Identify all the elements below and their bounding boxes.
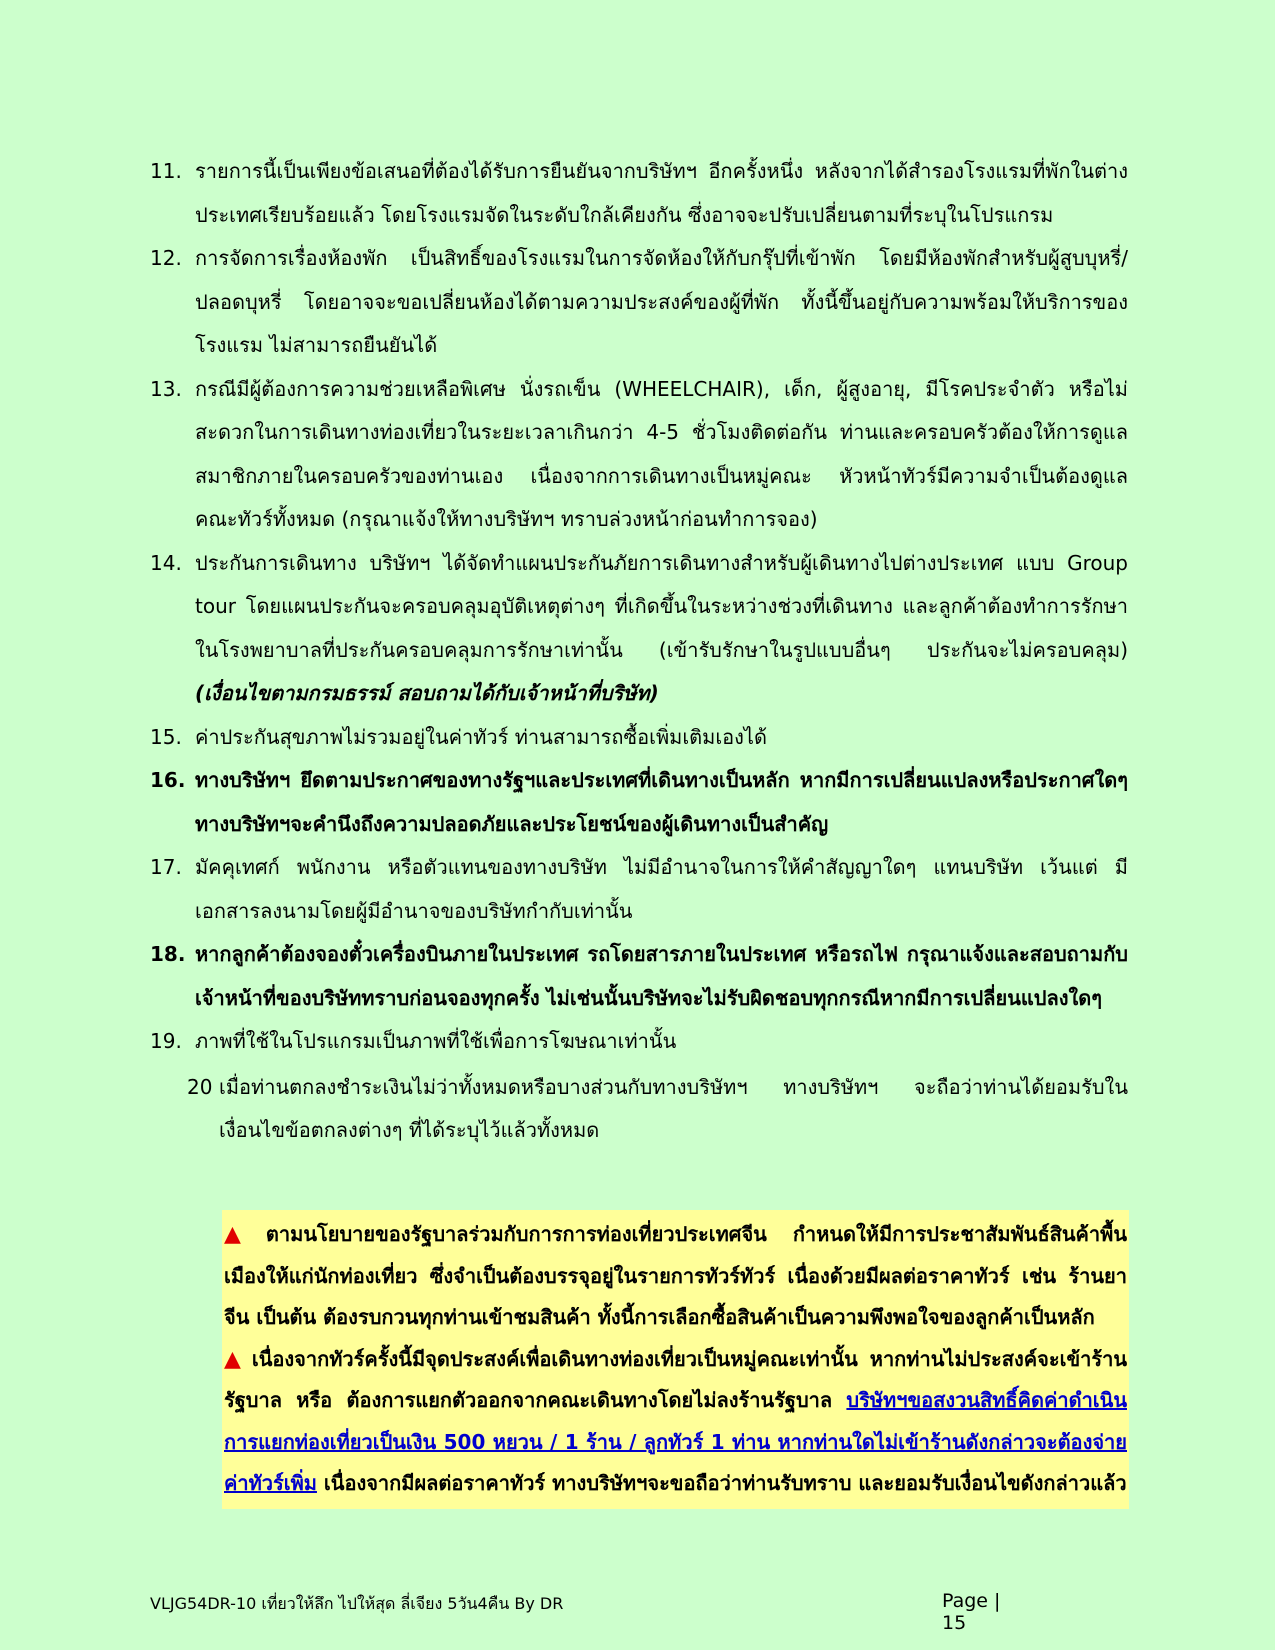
item-text: มัคคุเทศก์ พนักงาน หรือตัวแทนของทางบริษัท ไม่มีอำนาจในการให้คำสัญญาใดๆ แทนบริษัท เว้นแต่ มีเอกสารลงนามโดยผู้มีอำนาจของบริษัทกำกับเท่านั้น [195, 855, 1128, 923]
list-item [150, 933, 1128, 1020]
item-text: กรณีมีผู้ต้องการความช่วยเหลือพิเศษ นั่งรถเข็น (WHEELCHAIR), เด็ก, ผู้สูงอายุ, มีโรคประจำตัว หรือไม่สะดวกในการเดินทางท่องเที่ยวในระยะเวลาเกินกว่า 4-5 ชั่วโมงติดต่อกัน ท่านและครอบครัวต้องให้การดูแลสมาชิกภายในครอบครัวของท่านเอง เนื่องจากการเดินทางเป็นหมู่คณะ หัวหน้าทัวร์มีความจำเป็นต้องดูแลคณะทัวร์ทั้งหมด (กรุณาแจ้งให้ทางบริษัทฯ ทราบล่วงหน้าก่อนทำการจอง) [195, 376, 1128, 531]
warning-triangle-icon: ▲ [224, 1346, 246, 1372]
item-text: การจัดการเรื่องห้องพัก เป็นสิทธิ์ของโรงแรมในการจัดห้องให้กับกรุ๊ปที่เข้าพัก โดยมีห้องพักสำหรับผู้สูบบุหรี่/ปลอดบุหรี่ โดยอาจจะขอเปลี่ยนห้องได้ตามความประสงค์ของผู้ที่พัก ทั้งนี้ขึ้นอยู่กับความพร้อมให้บริการของโรงแรม ไม่สามารถยืนยันได้ [195, 246, 1128, 357]
list-item [150, 759, 1128, 846]
notice-paragraph-1 [224, 1214, 1127, 1339]
footer-program-code: VLJG54DR-10 เที่ยวให้ลึก ไปให้สุด ลี่เจียง 5วัน4คืน By DR [150, 1594, 564, 1613]
list-item [150, 1066, 1128, 1153]
item-number: 20 [187, 1074, 213, 1099]
notice-text: เนื่องจากมีผลต่อราคาทัวร์ ทางบริษัทฯจะขอถือว่าท่านรับทราบ และยอมรับเงื่อนไขดังกล่าวแล้ว [316, 1471, 1127, 1495]
list-item [150, 716, 1128, 760]
list-item [150, 846, 1128, 933]
item-text: ประกันการเดินทาง บริษัทฯ ได้จัดทำแผนประกันภัยการเดินทางสำหรับผู้เดินทางไปต่างประเทศ แบบ Group tour โดยแผนประกันจะครอบคลุมอุบัติเหตุต่างๆ ที่เกิดขึ้นในระหว่างช่วงที่เดินทาง และลูกค้าต้องทำการรักษาในโรงพยาบาลที่ประกันครอบคลุมการรักษาเท่านั้น (เข้ารับรักษาในรูปแบบอื่นๆ ประกันจะไม่ครอบคลุม) [195, 550, 1128, 662]
item-text: หากลูกค้าต้องจองตั๋วเครื่องบินภายในประเทศ รถโดยสารภายในประเทศ หรือรถไฟ กรุณาแจ้งและสอบถามกับเจ้าหน้าที่ของบริษัททราบก่อนจองทุกครั้ง ไม่เช่นนั้นบริษัทจะไม่รับผิดชอบทุกกรณีหากมีการเปลี่ยนแปลงใดๆ [195, 942, 1128, 1010]
item-text: เมื่อท่านตกลงชำระเงินไม่ว่าทั้งหมดหรือบางส่วนกับทางบริษัทฯ ทางบริษัทฯ จะถือว่าท่านได้ยอมรับในเงื่อนไขข้อตกลงต่างๆ ที่ได้ระบุไว้แล้วทั้งหมด [219, 1074, 1128, 1142]
list-item [150, 150, 1128, 237]
notice-text: เนื่องจากทัวร์ครั้งนี้มีจุดประสงค์เพื่อเดินทางท่องเที่ยวเป็นหมู่คณะเท่านั้น หากท่านไม่ประสงค์จะเข้าร้านรัฐบาล หรือ ต้องการแยกตัวออกจากคณะเดินทางโดยไม่ลงร้านรัฐบาล [224, 1346, 1127, 1412]
shopping-notice-box [222, 1210, 1129, 1509]
item-number: 17. [150, 855, 182, 879]
item-text: ทางบริษัทฯ ยึดตามประกาศของทางรัฐฯและประเทศที่เดินทางเป็นหลัก หากมีการเปลี่ยนแปลงหรือประกาศใดๆ ทางบริษัทฯจะคำนึงถึงความปลอดภัยและประโยชน์ของผู้เดินทางเป็นสำคัญ [195, 768, 1128, 836]
item-number: 19. [150, 1029, 182, 1053]
item-number: 13. [150, 376, 182, 401]
item-number: 15. [150, 724, 182, 749]
notice-text: ตามนโยบายของรัฐบาลร่วมกับการการท่องเที่ยวประเทศจีน กำหนดให้มีการประชาสัมพันธ์สินค้าพื้นเมืองให้แก่นักท่องเที่ยว ซึ่งจำเป็นต้องบรรจุอยู่ในรายการทัวร์ทัวร์ เนื่องด้วยมีผลต่อราคาทัวร์ เช่น ร้านยาจีน เป็นต้น ต้องรบกวนทุกท่านเข้าชมสินค้า ทั้งนี้การเลือกซื้อสินค้าเป็นความพึงพอใจของลูกค้าเป็นหลัก [224, 1222, 1127, 1329]
warning-triangle-icon: ▲ [224, 1222, 260, 1247]
item-number: 18. [150, 942, 186, 966]
notice-paragraph-2 [224, 1339, 1127, 1505]
item-text-wrapper [195, 542, 1128, 716]
item-text: ภาพที่ใช้ในโปรแกรมเป็นภาพที่ใช้เพื่อการโฆษณาเท่านั้น [195, 1029, 677, 1053]
list-item [150, 1020, 1128, 1064]
item-number: 12. [150, 246, 182, 270]
item-text: รายการนี้เป็นเพียงข้อเสนอที่ต้องได้รับการยืนยันจากบริษัทฯ อีกครั้งหนึ่ง หลังจากได้สำรองโรงแรมที่พักในต่างประเทศเรียบร้อยแล้ว โดยโรงแรมจัดในระดับใกล้เคียงกัน ซึ่งอาจจะปรับเปลี่ยนตามที่ระบุในโปรแกรม [195, 159, 1128, 227]
surcharge-link[interactable]: บริษัทฯขอสงวนสิทธิ์คิดค่าดำเนินการแยกท่องเที่ยวเป็นเงิน 500 หยวน / 1 ร้าน / ลูกทัวร์ 1 ท่าน หากท่านใดไม่เข้าร้านดังกล่าวจะต้องจ่ายค่าทัวร์เพิ่ม [224, 1388, 1127, 1495]
item-text: ค่าประกันสุขภาพไม่รวมอยู่ในค่าทัวร์ ท่านสามารถซื้อเพิ่มเติมเองได้ [195, 724, 767, 749]
list-item [150, 237, 1128, 368]
terms-list [150, 150, 1128, 1153]
item-emphasis: (เงื่อนไขตามกรมธรรม์ สอบถามได้กับเจ้าหน้าที่บริษัท) [195, 681, 659, 705]
item-number: 16. [150, 768, 186, 792]
list-item [150, 542, 1128, 716]
page-number: Page | 15 [942, 1590, 1001, 1634]
item-number: 14. [150, 550, 182, 575]
list-item [150, 368, 1128, 542]
item-number: 11. [150, 159, 182, 183]
